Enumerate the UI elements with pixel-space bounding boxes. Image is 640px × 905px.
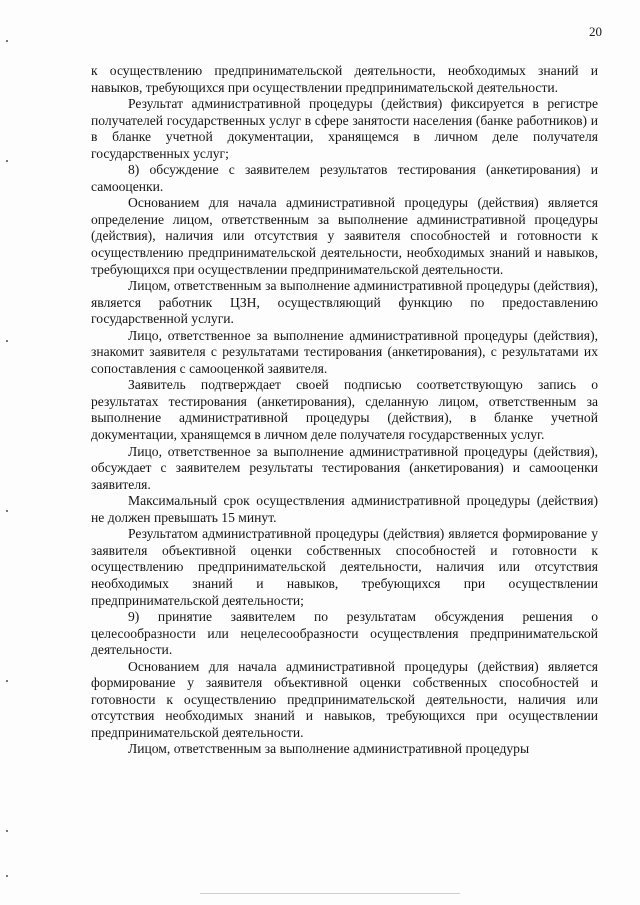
scan-edge-marks <box>6 40 8 880</box>
paragraph-9: Максимальный срок осуществления административной процедуры (действия) не должен превышать 15 минут. <box>91 493 598 525</box>
paragraph-3: 8) обсуждение с заявителем результатов тестирования (анкетирования) и самооценки. <box>91 162 598 194</box>
paragraph-13: Лицом, ответственным за выполнение административной процедуры <box>128 741 530 757</box>
paragraph-7: Заявитель подтверждает своей подписью соответствующую запись о результатах тестирования (анкетирования), сделанную лицом, ответственным за выполнение административной процедуры (действия), в бланке учетной документации, хранящемся в личном деле получателя государственных услуг. <box>91 377 598 443</box>
paragraph-1: к осуществлению предпринимательской деятельности, необходимых знаний и навыков, требующихся при осуществлении предпринимательской деятельности. <box>91 63 598 95</box>
paragraph-10: Результатом административной процедуры (действия) является формирование у заявителя объективной оценки собственных способностей и готовности к осуществлению предпринимательской деятельности, наличия или отсутствия необходимых знаний и навыков, требующихся при осуществлении предпринимательской деятельности; <box>91 526 598 608</box>
paragraph-11: 9) принятие заявителем по результатам обсуждения решения о целесообразности или нецелесообразности осуществления предпринимательской деятельности. <box>91 609 598 658</box>
scan-bottom-edge <box>200 893 460 894</box>
page-number: 20 <box>589 24 602 39</box>
paragraph-5: Лицом, ответственным за выполнение административной процедуры (действия), является работник ЦЗН, осуществляющий функцию по предоставлению государственной услуги. <box>91 278 598 327</box>
paragraph-12: Основанием для начала административной процедуры (действия) является формирование у заявителя объективной оценки собственных способностей и готовности к осуществлению предпринимательской деятельности, наличия или отсутствия необходимых знаний и навыков, требующихся при осуществлении предпринимательской деятельности. <box>91 658 598 740</box>
paragraph-2: Результат административной процедуры (действия) фиксируется в регистре получателей государственных услуг в сфере занятости населения (банке работников) и в бланке учетной документации, хранящемся в личном деле получателя государственных услуг; <box>91 96 598 161</box>
paragraph-8: Лицо, ответственное за выполнение административной процедуры (действия), обсуждает с заявителем результаты тестирования (анкетирования) и самооценки заявителя. <box>91 443 598 492</box>
paragraph-6: Лицо, ответственное за выполнение административной процедуры (действия), знакомит заявителя с результатами тестирования (анкетирования), с результатами их сопоставления с самооценкой заявителя. <box>91 327 598 376</box>
paragraph-4: Основанием для начала административной процедуры (действия) является определение лицом, ответственным за выполнение административной процедуры (действия), наличия или отсутствия у заявителя способностей и готовности к осуществлению предпринимательской деятельности, необходимых знаний и навыков, требующихся при осуществлении предпринимательской деятельности. <box>91 195 598 277</box>
body-text <box>91 63 598 758</box>
